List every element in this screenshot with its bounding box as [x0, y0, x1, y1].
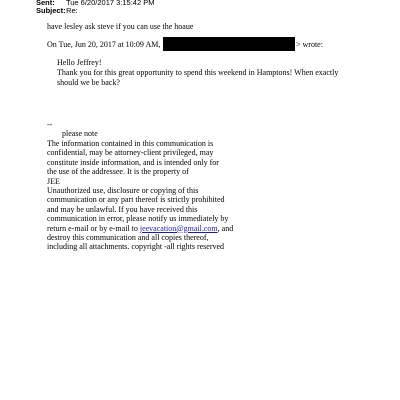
quoted-message	[57, 58, 357, 88]
disclaimer-line: communication in error, please notify us immediately by	[47, 214, 229, 224]
subject-label: Subject:	[36, 6, 66, 15]
email-line-after: , and	[217, 223, 234, 233]
email-link[interactable]: jeevacation@gmail.com	[139, 223, 218, 233]
disclaimer-line: the use of the addressee. It is the property of	[47, 167, 189, 177]
quote-wrote: > wrote:	[296, 40, 323, 49]
disclaimer	[47, 139, 233, 252]
sent-value: Tue 6/20/2017 3:15:42 PM	[65, 0, 155, 7]
disclaimer-line: Unauthorized use, disclosure or copying of this	[47, 186, 199, 196]
reply-text: have lesley ask steve if you can use the hoaue	[47, 22, 194, 31]
redaction-box	[163, 37, 295, 51]
quoted-line: Thank you for this great opportunity to spend this weekend in Hamptons! When exactly	[57, 68, 339, 77]
disclaimer-line: constitute inside information, and is intended only for	[47, 157, 219, 167]
disclaimer-line: The information contained in this communication is	[47, 139, 214, 148]
disclaimer-line: JEE	[47, 176, 60, 186]
sent-label: Sent:	[36, 0, 55, 7]
quoted-line: should we be back?	[57, 78, 120, 87]
disclaimer-line: communication or any part thereof is strictly prohibited	[47, 195, 225, 205]
disclaimer-line: confidential, may be attorney-client privileged, may	[47, 148, 214, 158]
notice-title: please note	[62, 129, 98, 138]
disclaimer-line: including all attachments. copyright -all rights reserved	[47, 242, 225, 252]
disclaimer-line: destroy this communication and all copies thereof,	[47, 233, 209, 243]
subject-value: Re:	[66, 6, 78, 15]
disclaimer-line: and may be unlawful. If you have received this	[47, 204, 198, 214]
quoted-line: Hello Jeffrey!	[57, 58, 102, 67]
quote-intro: On Tue, Jun 20, 2017 at 10:09 AM,	[47, 40, 161, 49]
disclaimer-email-line	[47, 224, 233, 233]
subject-row	[36, 6, 78, 15]
email-line-before: return e-mail or by e-mail to	[47, 223, 140, 233]
signature-separator: --	[47, 120, 53, 129]
